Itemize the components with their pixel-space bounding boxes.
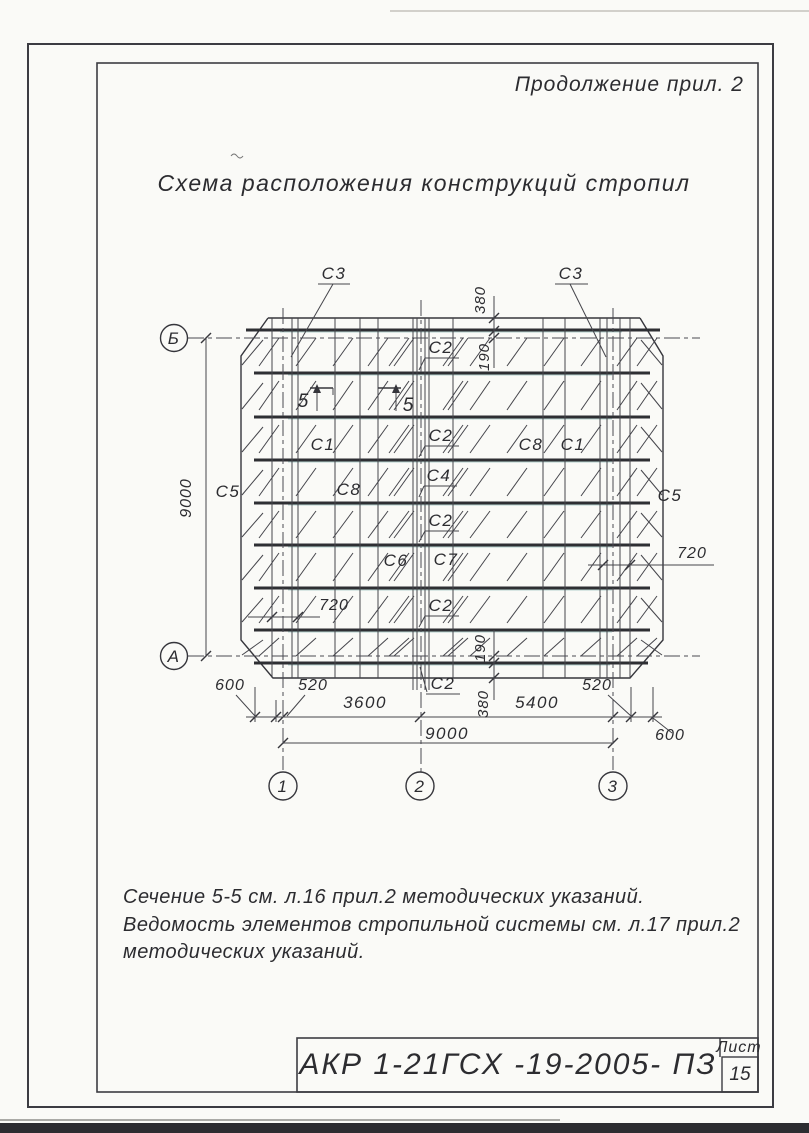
dim-5400: 5400 xyxy=(515,693,559,712)
label-c5-left: С5 xyxy=(215,482,241,501)
dim-190-bottom: 190 xyxy=(472,633,489,663)
label-c2-5: С2 xyxy=(430,674,456,693)
dim-3600: 3600 xyxy=(343,693,387,712)
note-line-1: Сечение 5-5 см. л.16 прил.2 методических указаний. xyxy=(123,886,645,908)
label-c2-1: С2 xyxy=(428,338,454,357)
label-c8-left: С8 xyxy=(336,480,362,499)
note-line-3: методических указаний. xyxy=(123,941,365,963)
note-line-2: Ведомость элементов стропильной системы см. л.17 прил.2 xyxy=(123,914,741,936)
pencil-mark xyxy=(231,154,243,158)
axis-label-a: А xyxy=(167,647,181,666)
axis-label-1: 1 xyxy=(277,777,289,796)
dim-9000-bottom: 9000 xyxy=(425,724,469,743)
label-c1-right: С1 xyxy=(560,435,586,454)
axis-label-b: Б xyxy=(167,329,181,348)
section-number-left: 5 xyxy=(297,391,309,412)
dim-520-right: 520 xyxy=(582,677,612,694)
axis-label-2: 2 xyxy=(414,777,426,796)
dim-720-right: 720 xyxy=(677,545,707,562)
sheet-number: 15 xyxy=(729,1064,751,1085)
rafter-vertical-lines xyxy=(255,318,653,722)
dim-9000-vertical: 9000 xyxy=(178,478,195,518)
label-c8-right: С8 xyxy=(518,435,544,454)
label-c5-right: С5 xyxy=(657,486,683,505)
label-c2-2: С2 xyxy=(428,426,454,445)
drawing-title: Схема расположения конструкций стропил xyxy=(157,170,691,196)
label-c6: С6 xyxy=(383,551,409,570)
label-c1-left: С1 xyxy=(310,435,336,454)
title-block xyxy=(297,1038,762,1092)
label-c2-3: С2 xyxy=(428,511,454,530)
label-c7: С7 xyxy=(433,550,459,569)
sheet-label: Лист xyxy=(716,1039,762,1056)
dim-600-right: 600 xyxy=(655,727,685,744)
notes-block xyxy=(123,886,740,963)
section-number-right: 5 xyxy=(402,395,414,416)
dim-380-top: 380 xyxy=(472,285,489,315)
dimension-lines xyxy=(206,296,714,743)
label-c4: С4 xyxy=(426,466,452,485)
section-mark-5 xyxy=(298,384,414,416)
dim-380-bottom: 380 xyxy=(475,689,492,719)
dim-720-left: 720 xyxy=(319,597,349,614)
continuation-note: Продолжение прил. 2 xyxy=(514,73,744,96)
dim-600-left: 600 xyxy=(215,677,245,694)
document-code: АКР 1-21ГСХ -19-2005- ПЗ xyxy=(299,1048,717,1081)
dim-520-left: 520 xyxy=(298,677,328,694)
axis-label-3: 3 xyxy=(607,777,619,796)
dim-190-top: 190 xyxy=(476,342,493,372)
label-c3-right: С3 xyxy=(558,264,584,283)
label-c3-left: С3 xyxy=(321,264,347,283)
scan-color-fringe xyxy=(280,332,622,665)
label-c2-4: С2 xyxy=(428,596,454,615)
